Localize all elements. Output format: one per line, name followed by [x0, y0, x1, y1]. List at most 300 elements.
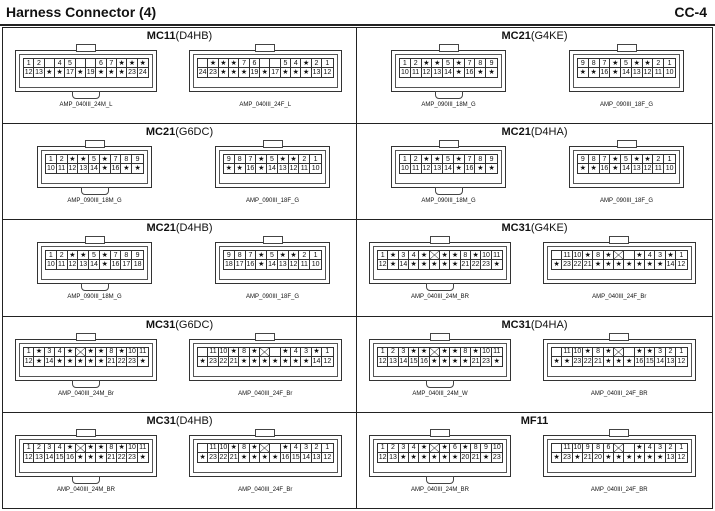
pin-cell: 10: [482, 348, 490, 356]
pin-cell: 18: [224, 261, 233, 269]
pin-cell: ★: [614, 453, 624, 462]
connector-variant: (G4KE): [530, 30, 568, 42]
connector-panel: [3, 413, 357, 509]
pin-cell: 22: [583, 357, 592, 365]
pin-cell: 13: [433, 165, 442, 173]
pin-cell: 3: [655, 348, 665, 357]
connector-variant: (G6DC): [175, 318, 214, 331]
connector-label: AMP_040III_24M_BR: [56, 486, 116, 493]
pin-cell: 7: [246, 251, 257, 260]
pin-cell: 8: [589, 59, 600, 68]
pin-cell: 10: [46, 165, 55, 173]
pin-array: [551, 443, 688, 463]
pin-cell: 1: [400, 59, 411, 68]
pin-cell: 13: [632, 165, 641, 173]
pin-cell: [198, 59, 208, 68]
pin-cell: 14: [399, 261, 408, 269]
pin-cell: ★: [430, 453, 440, 462]
pin-cell: ★: [96, 68, 106, 77]
pin-cell: ★: [256, 155, 267, 164]
pin-cell: 14: [399, 357, 408, 365]
connector-variant: (D4HB): [175, 222, 213, 235]
pin-cell: ★: [552, 357, 562, 366]
pin-cell: 7: [107, 59, 117, 68]
pin-cell: 13: [632, 69, 641, 76]
pin-cell: ★: [589, 164, 600, 173]
pin-cell: 8: [235, 155, 246, 164]
pin-cell: 3: [655, 251, 665, 260]
pin-cell: 1: [322, 59, 332, 68]
pin-cell: 1: [664, 155, 675, 164]
pin-cell: ★: [301, 357, 311, 366]
connector-latch: [426, 476, 454, 484]
pin-cell: ★: [488, 69, 495, 76]
pin-cell: [270, 348, 280, 357]
pin-cell: 13: [666, 357, 675, 365]
pin-cell: ★: [614, 357, 624, 366]
pin-array: [551, 250, 688, 270]
pin-cell: 16: [600, 165, 609, 173]
pin-cell: ★: [138, 59, 148, 68]
pin-cell: [614, 444, 624, 453]
pin-cell: [45, 59, 55, 68]
pin-cell: ★: [229, 59, 239, 68]
pin-cell: ★: [96, 444, 106, 453]
pin-array: [23, 443, 149, 463]
pin-cell: 13: [433, 69, 442, 76]
pin-cell: ★: [614, 260, 624, 269]
pin-cell: ★: [604, 260, 614, 269]
pin-cell: [260, 444, 270, 453]
pin-cell: 16: [111, 165, 120, 173]
pin-cell: 23: [563, 261, 571, 269]
pin-cell: 17: [235, 261, 244, 269]
pin-cell: 16: [66, 453, 74, 461]
pin-cell: ★: [65, 444, 75, 453]
pin-cell: ★: [76, 357, 86, 366]
pin-cell: [198, 348, 208, 357]
pin-cell: ★: [117, 444, 127, 453]
pin-cell: 12: [289, 261, 298, 269]
connector-lock-tab: [439, 140, 459, 148]
pin-cell: 16: [246, 261, 255, 269]
connector-label: AMP_090III_18F_G: [245, 294, 300, 301]
pin-cell: ★: [198, 453, 208, 462]
pin-array: [197, 58, 334, 78]
pin-cell: [552, 444, 562, 453]
pin-cell: 9: [481, 444, 491, 453]
pin-cell: [270, 444, 280, 453]
connector-lock-tab: [430, 429, 450, 437]
pin-cell: 8: [107, 444, 117, 453]
pin-cell: 11: [653, 68, 664, 77]
pin-cell: ★: [239, 357, 249, 366]
pin-cell: 14: [45, 453, 54, 461]
pin-cell: 3: [45, 444, 55, 453]
pin-cell: ★: [440, 444, 450, 453]
pin-cell: 23: [209, 357, 217, 365]
pin-cell: 11: [139, 444, 147, 452]
pin-cell: ★: [281, 348, 291, 357]
pin-cell: ★: [632, 59, 643, 68]
connector-label: AMP_090III_18M_G: [421, 198, 476, 205]
pin-cell: ★: [86, 348, 96, 357]
pin-cell: ★: [301, 59, 311, 68]
pin-cell: 14: [444, 69, 452, 76]
pin-cell: 1: [46, 155, 57, 164]
pin-cell: 10: [311, 165, 320, 173]
pin-cell: ★: [471, 251, 481, 260]
pin-cell: 12: [24, 453, 33, 461]
pin-cell: 14: [45, 357, 54, 365]
pin-cell: ★: [68, 251, 79, 260]
pin-array: [45, 250, 144, 270]
pin-cell: 10: [128, 348, 136, 356]
pin-cell: ★: [604, 251, 614, 260]
connector-name: MC31: [145, 318, 176, 331]
connector-latch: [72, 91, 100, 99]
pin-cell: ★: [260, 453, 270, 462]
pin-cell: 11: [493, 348, 501, 356]
pin-cell: 19: [86, 69, 95, 76]
pin-cell: 4: [55, 59, 65, 68]
pin-cell: 3: [655, 444, 665, 453]
pin-cell: ★: [635, 251, 645, 260]
pin-cell: ★: [493, 261, 500, 269]
pin-cell: ★: [645, 260, 655, 269]
page-header: [0, 0, 715, 26]
pin-cell: ★: [399, 453, 409, 462]
pin-cell: 11: [208, 348, 218, 357]
connector-label: AMP_040III_24F_Br: [592, 294, 647, 301]
pin-cell: ★: [78, 251, 89, 260]
pin-cell: ★: [45, 68, 55, 77]
pin-cell: 8: [461, 348, 471, 357]
pin-cell: 9: [224, 251, 235, 260]
pin-cell: ★: [96, 453, 106, 462]
pin-cell: 1: [24, 348, 34, 357]
pin-cell: 23: [482, 261, 490, 269]
pin-cell: 13: [35, 69, 43, 76]
pin-cell: 13: [312, 453, 321, 461]
pin-cell: ★: [635, 453, 645, 462]
connector-name: MC11: [146, 30, 176, 42]
pin-cell: 11: [57, 260, 68, 269]
page-code: CC-4: [674, 4, 707, 20]
pin-cell: ★: [430, 260, 440, 269]
pin-cell: ★: [624, 260, 634, 269]
pin-cell: ★: [34, 348, 44, 357]
pin-cell: 10: [665, 69, 674, 76]
pin-cell: ★: [281, 68, 291, 77]
pin-cell: ★: [270, 453, 280, 462]
connector-latch: [426, 380, 454, 388]
pin-cell: ★: [117, 59, 127, 68]
pin-cell: 11: [562, 348, 572, 357]
pin-cell: 23: [209, 453, 217, 461]
pin-cell: 23: [128, 453, 136, 461]
pin-cell: ★: [624, 453, 634, 462]
pin-cell: 12: [24, 357, 33, 365]
pin-cell: 14: [656, 357, 665, 365]
pin-cell: 16: [246, 165, 255, 173]
pin-cell: ★: [578, 164, 589, 173]
connector-latch: [435, 187, 463, 195]
pin-cell: 7: [246, 155, 257, 164]
pin-cell: [76, 348, 86, 357]
pin-cell: ★: [117, 348, 127, 357]
pin-cell: ★: [388, 260, 398, 269]
connector-variant: (D4HA): [530, 318, 568, 331]
pin-cell: 15: [55, 453, 64, 461]
connector-latch: [426, 283, 454, 291]
pin-cell: ★: [610, 155, 621, 164]
pin-cell: ★: [440, 260, 450, 269]
pin-cell: 7: [465, 155, 476, 164]
pin-cell: 21: [107, 453, 116, 461]
pin-cell: 9: [132, 251, 143, 260]
pin-cell: 22: [573, 261, 582, 269]
pin-cell: 12: [378, 357, 387, 365]
pin-cell: 2: [57, 155, 68, 164]
pin-cell: ★: [552, 453, 562, 462]
pin-cell: ★: [256, 251, 267, 260]
pin-cell: ★: [198, 357, 208, 366]
pin-cell: 12: [68, 261, 77, 269]
connector-label: AMP_040III_24M_W: [412, 390, 468, 397]
pin-cell: [198, 444, 208, 453]
pin-cell: 21: [229, 453, 238, 461]
connector-lock-tab: [609, 236, 629, 244]
pin-cell: 5: [267, 155, 278, 164]
connector-name: MC21: [501, 126, 531, 139]
pin-cell: 12: [643, 165, 652, 173]
pin-cell: 17: [66, 69, 74, 76]
pin-cell: ★: [100, 155, 111, 164]
pin-cell: 11: [562, 251, 572, 260]
pin-cell: 9: [224, 155, 235, 164]
pin-cell: 23: [209, 69, 217, 76]
pin-cell: 2: [653, 59, 664, 68]
pin-cell: 16: [465, 69, 474, 76]
pin-cell: 23: [128, 69, 136, 76]
pin-cell: 9: [486, 59, 497, 68]
pin-cell: ★: [96, 348, 106, 357]
pin-cell: ★: [422, 155, 433, 164]
pin-cell: 10: [665, 165, 674, 173]
pin-cell: 23: [573, 357, 582, 365]
pin-cell: ★: [432, 59, 443, 68]
pin-cell: 9: [583, 444, 593, 453]
pin-cell: ★: [229, 68, 239, 77]
pin-cell: ★: [624, 357, 634, 366]
pin-cell: 14: [444, 165, 452, 173]
panel-title: [3, 319, 356, 331]
pin-cell: 3: [399, 348, 409, 357]
pin-cell: 22: [219, 453, 228, 461]
pin-cell: ★: [301, 68, 311, 77]
pin-cell: ★: [454, 68, 465, 77]
pin-cell: ★: [121, 164, 132, 173]
pin-cell: 3: [45, 348, 55, 357]
connector-label: AMP_090III_18F_G: [599, 198, 654, 205]
pin-cell: 14: [268, 261, 276, 269]
pin-cell: 14: [312, 357, 321, 365]
panel-title: [357, 415, 712, 427]
pin-cell: 11: [139, 348, 147, 356]
panel-title: [3, 222, 356, 234]
pin-cell: ★: [461, 444, 471, 453]
pin-cell: 1: [676, 251, 686, 260]
pin-cell: ★: [635, 348, 645, 357]
pin-cell: ★: [100, 164, 111, 173]
pin-cell: 23: [563, 453, 571, 461]
pin-cell: ★: [409, 260, 419, 269]
connector-latch: [81, 283, 109, 291]
connector-lock-tab: [430, 236, 450, 244]
pin-array: [577, 58, 676, 78]
connector-lock-tab: [263, 236, 283, 244]
pin-cell: ★: [604, 453, 614, 462]
pin-cell: 7: [465, 59, 476, 68]
pin-cell: 8: [239, 348, 249, 357]
pin-cell: 2: [653, 155, 664, 164]
pin-cell: ★: [419, 453, 429, 462]
pin-cell: 8: [461, 251, 471, 260]
pin-cell: 10: [482, 251, 490, 259]
pin-array: [45, 154, 144, 174]
connector-name: MC21: [145, 126, 176, 139]
pin-cell: 11: [411, 68, 422, 77]
pin-cell: ★: [419, 348, 429, 357]
pin-cell: 10: [128, 444, 136, 452]
pin-cell: ★: [419, 251, 429, 260]
pin-cell: ★: [645, 348, 655, 357]
pin-cell: [614, 348, 624, 357]
pin-cell: ★: [604, 348, 614, 357]
pin-cell: 1: [24, 444, 34, 453]
pin-cell: 23: [492, 453, 501, 461]
pin-cell: ★: [86, 453, 96, 462]
connector-panel: [3, 28, 357, 124]
pin-cell: ★: [488, 165, 495, 173]
pin-array: [377, 443, 503, 463]
pin-cell: ★: [409, 348, 419, 357]
pin-cell: ★: [250, 357, 260, 366]
pin-cell: 6: [250, 59, 260, 68]
pin-cell: 17: [271, 69, 279, 76]
connector-lock-tab: [609, 429, 629, 437]
pin-cell: 20: [461, 453, 470, 461]
pin-cell: ★: [117, 68, 127, 77]
connector-lock-tab: [85, 236, 105, 244]
pin-cell: 6: [450, 444, 460, 453]
pin-cell: ★: [96, 357, 106, 366]
pin-cell: 23: [128, 357, 136, 365]
pin-cell: ★: [139, 453, 146, 461]
pin-cell: 5: [89, 155, 100, 164]
pin-cell: ★: [440, 251, 450, 260]
connector-label: AMP_040III_24F_BR: [590, 486, 648, 493]
pin-cell: ★: [281, 357, 291, 366]
connector-variant: (G6DC): [175, 126, 214, 139]
pin-cell: [552, 348, 562, 357]
pin-cell: 5: [267, 251, 278, 260]
pin-cell: 4: [409, 251, 419, 260]
connector-latch: [81, 187, 109, 195]
pin-cell: 14: [90, 165, 98, 173]
pin-cell: ★: [454, 59, 465, 68]
pin-cell: ★: [76, 68, 86, 77]
pin-cell: ★: [86, 444, 96, 453]
pin-cell: 2: [388, 348, 398, 357]
pin-cell: ★: [593, 260, 603, 269]
pin-cell: [624, 348, 634, 357]
connector-panel: [357, 317, 712, 413]
pin-cell: 8: [121, 251, 132, 260]
pin-cell: 2: [666, 348, 676, 357]
pin-cell: 21: [229, 357, 238, 365]
pin-cell: 2: [388, 444, 398, 453]
connector-label: AMP_040III_24F_BR: [590, 390, 648, 397]
pin-cell: ★: [440, 453, 450, 462]
pin-cell: ★: [229, 444, 239, 453]
pin-cell: 9: [578, 155, 589, 164]
pin-cell: [260, 348, 270, 357]
pin-cell: ★: [552, 260, 562, 269]
panel-title: [357, 126, 712, 138]
pin-cell: 13: [389, 453, 397, 461]
pin-cell: ★: [645, 453, 655, 462]
pin-cell: 14: [666, 261, 675, 269]
pin-cell: 16: [635, 357, 644, 365]
connector-panel: [3, 124, 357, 220]
pin-cell: ★: [493, 357, 500, 365]
pin-cell: ★: [55, 68, 65, 77]
pin-cell: [430, 348, 440, 357]
pin-cell: 12: [643, 69, 652, 76]
pin-cell: 23: [482, 357, 490, 365]
pin-cell: 2: [57, 251, 68, 260]
pin-cell: ★: [278, 251, 289, 260]
pin-cell: ★: [312, 348, 322, 357]
pin-cell: 13: [389, 357, 397, 365]
pin-cell: [76, 59, 86, 68]
connector-name: MF11: [520, 414, 549, 427]
connector-name: MC31: [146, 414, 176, 427]
connector-lock-tab: [255, 429, 275, 437]
pin-cell: ★: [655, 260, 665, 269]
pin-cell: 12: [677, 453, 686, 461]
pin-cell: 13: [79, 165, 88, 173]
pin-cell: 10: [46, 261, 55, 269]
connector-latch: [72, 380, 100, 388]
pin-cell: ★: [643, 155, 654, 164]
pin-array: [223, 250, 322, 270]
connector-label: AMP_040III_24F_Br: [238, 486, 293, 493]
pin-cell: 1: [676, 444, 686, 453]
pin-cell: ★: [65, 357, 75, 366]
pin-cell: 14: [268, 165, 276, 173]
pin-array: [577, 154, 676, 174]
pin-cell: 1: [322, 348, 332, 357]
pin-cell: ★: [583, 348, 593, 357]
pin-cell: 11: [653, 164, 664, 173]
pin-cell: 3: [301, 444, 311, 453]
pin-cell: [260, 59, 270, 68]
pin-cell: 21: [583, 453, 592, 461]
pin-cell: 12: [68, 165, 77, 173]
